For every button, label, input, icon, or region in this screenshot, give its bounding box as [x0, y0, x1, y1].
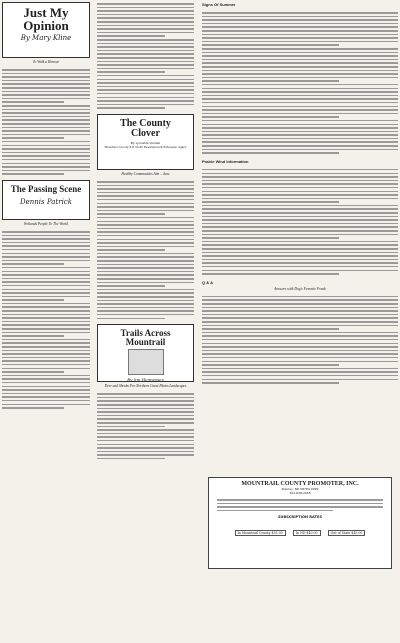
middle-top-text	[95, 0, 196, 112]
county-clover-title-line1: The County	[120, 117, 171, 129]
masthead-title-line1: Just My	[23, 5, 69, 20]
just-my-opinion-masthead	[2, 2, 90, 58]
lead-heading: To Walk a Honour	[32, 60, 60, 64]
county-clover-title-line2: Clover	[131, 127, 160, 139]
passing-scene-lead: Wetlands People To The World	[23, 221, 69, 226]
qa-subheading: Answers with Dog's Favorite Foods	[274, 286, 326, 291]
paper-phone: 701-628-2945	[289, 491, 311, 495]
rate-item-2: Out of State $45.00	[328, 530, 366, 536]
paper-address: Stanley, ND 58784-0099	[281, 487, 319, 491]
rate-item-1: In ND $40.00	[293, 530, 321, 536]
trails-text	[95, 390, 196, 462]
passing-scene-text	[0, 228, 92, 412]
byline-prefix: By	[20, 34, 30, 42]
masthead-title-line2: Opinion	[23, 18, 69, 33]
passing-scene-title: The Passing Scene	[10, 183, 82, 194]
paper-name: MOUNTRAIL COUNTY PROMOTER, INC.	[241, 481, 359, 487]
signs-text	[200, 9, 400, 157]
county-clover-lead: Healthy Communities Aim – June	[121, 171, 170, 176]
rate-item-0: In Mountrail County $35.00	[235, 530, 286, 536]
trails-across-masthead	[97, 324, 194, 382]
publisher-info-box	[208, 477, 392, 569]
prairie-wind-heading: Prairie Wind Information	[202, 158, 249, 164]
trails-title-line1: Trails Across	[120, 328, 171, 339]
trails-byline: By Jim Hennessey	[127, 377, 164, 383]
left-column	[0, 0, 92, 643]
county-clover-byline: By Lynnette Voshell	[130, 140, 161, 145]
passing-scene-byline: Dennis Patrick	[20, 197, 72, 206]
qa-text	[200, 293, 400, 387]
prairie-wind-text	[200, 166, 400, 278]
trails-title-line2: Mountrail	[125, 337, 166, 348]
passing-scene-masthead	[2, 180, 90, 220]
county-clover-text	[95, 178, 196, 322]
subscription-label: SUBSCRIPTION RATES	[277, 515, 323, 520]
byline-author: Mary Kline	[32, 34, 72, 42]
trails-lead: Deer and Shrubs For Northern Great Plains Landscapes	[104, 384, 187, 389]
signs-of-summer-heading: Signs Of Summer	[202, 2, 236, 7]
article-text-block	[0, 66, 92, 178]
county-clover-role: Mountain County 4-H Youth Development Extension Agent	[104, 144, 187, 149]
author-photo-icon	[128, 349, 164, 375]
middle-column	[95, 0, 196, 643]
county-clover-masthead	[97, 114, 194, 170]
qa-heading: Q & A	[202, 279, 213, 285]
